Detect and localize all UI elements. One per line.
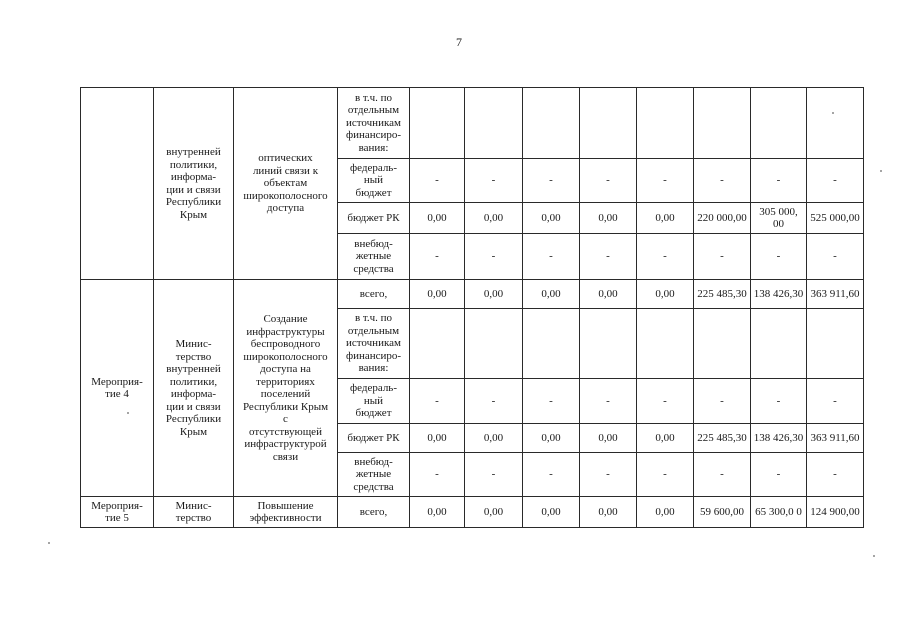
funding-source-line: федераль- (350, 161, 397, 174)
value-cell: 0,00 (410, 203, 465, 234)
value-cell: - (637, 379, 694, 424)
organization-line: Минис- (175, 499, 212, 512)
table-row (81, 280, 864, 309)
value-cell: 0,00 (580, 203, 637, 234)
organization-line: терство (175, 350, 212, 363)
organization-cell (154, 280, 234, 497)
table-row (81, 88, 864, 159)
value-cell: - (751, 453, 807, 497)
value-cell: - (465, 159, 523, 203)
description-cell (234, 497, 338, 528)
funding-source-cell (338, 424, 410, 453)
funding-source-line: источникам (346, 116, 401, 129)
organization-cell (154, 88, 234, 280)
value-cell: 225 485,30 (694, 424, 751, 453)
value-cell: - (751, 159, 807, 203)
scan-speck (48, 542, 50, 544)
description-line: поселений (260, 388, 311, 400)
value-cell: 0,00 (410, 424, 465, 453)
value-cell (410, 88, 465, 159)
funding-source-line: ный (363, 174, 384, 187)
description-line: доступа (266, 202, 305, 215)
value-cell: 0,00 (523, 280, 580, 309)
value-cell: 0,00 (523, 203, 580, 234)
value-cell (751, 309, 807, 379)
funding-source-line: бюджет РК (347, 431, 400, 444)
description-line: Создание (263, 313, 308, 325)
event-name-line: Мероприя- (91, 375, 143, 388)
organization-line: политики, (169, 158, 218, 171)
value-cell: 0,00 (637, 424, 694, 453)
value-cell: 0,00 (523, 424, 580, 453)
value-cell: 138 426,30 (751, 280, 807, 309)
value-cell: - (523, 234, 580, 280)
value-cell: - (807, 234, 864, 280)
event-cell (81, 88, 154, 280)
funding-source-line: федераль- (350, 382, 397, 395)
funding-source-cell (338, 497, 410, 528)
description-line: линий связи к (252, 164, 319, 177)
scan-speck (127, 412, 129, 414)
value-cell: 0,00 (465, 203, 523, 234)
description-line: инфраструктурой (244, 438, 327, 450)
value-cell: 363 911,60 (807, 280, 864, 309)
value-cell: - (465, 379, 523, 424)
value-cell: - (410, 159, 465, 203)
value-cell: - (807, 379, 864, 424)
funding-table (80, 87, 864, 528)
value-cell (694, 309, 751, 379)
scan-speck (880, 170, 882, 172)
value-cell: 0,00 (637, 280, 694, 309)
funding-source-cell (338, 234, 410, 280)
table-row (81, 497, 864, 528)
description-line: Республики Крым (242, 400, 329, 413)
value-cell: - (751, 234, 807, 280)
description-line: с (283, 413, 288, 425)
value-cell (523, 88, 580, 159)
value-cell: 0,00 (465, 424, 523, 453)
description-line: связи (272, 450, 299, 463)
funding-source-line: жетные (355, 250, 392, 263)
value-cell: 59 600,00 (694, 497, 751, 528)
value-cell: 0,00 (410, 280, 465, 309)
funding-source-cell (338, 88, 410, 159)
value-cell (751, 88, 807, 159)
funding-source-line: бюджет (355, 186, 392, 199)
value-cell: - (580, 453, 637, 497)
funding-source-cell (338, 159, 410, 203)
value-cell: 0,00 (580, 424, 637, 453)
funding-source-line: всего, (359, 287, 388, 300)
value-cell: - (465, 234, 523, 280)
organization-line: Крым (179, 425, 208, 438)
organization-line: внутренней (166, 146, 221, 158)
funding-source-line: источникам (346, 337, 401, 350)
organization-line: терство (175, 512, 212, 524)
event-name-line: тие 5 (105, 512, 129, 524)
value-cell: - (751, 379, 807, 424)
value-cell: - (807, 453, 864, 497)
description-line: эффективности (249, 512, 322, 524)
value-cell (807, 88, 864, 159)
value-cell: 305 000, 00 (751, 203, 807, 234)
value-cell (637, 88, 694, 159)
value-cell: 0,00 (580, 280, 637, 309)
organization-line: Минис- (175, 338, 212, 350)
organization-line: информа- (170, 388, 217, 400)
funding-source-line: финансиро- (345, 349, 402, 362)
funding-source-cell (338, 280, 410, 309)
value-cell (410, 309, 465, 379)
value-cell: - (694, 159, 751, 203)
funding-source-line: отдельным (347, 324, 400, 337)
value-cell: - (694, 453, 751, 497)
organization-line: Крым (179, 208, 208, 221)
value-cell: - (523, 159, 580, 203)
scan-speck (832, 112, 834, 114)
event-name-line: тие 4 (105, 388, 129, 400)
value-cell (694, 88, 751, 159)
value-cell: - (580, 159, 637, 203)
organization-line: ции и связи (166, 400, 221, 413)
value-cell (807, 309, 864, 379)
value-cell (523, 309, 580, 379)
value-cell: 138 426,30 (751, 424, 807, 453)
organization-line: внутренней (166, 363, 221, 375)
scan-speck (873, 555, 875, 557)
funding-source-line: бюджет РК (347, 211, 400, 224)
organization-line: политики, (169, 375, 218, 388)
funding-source-line: ный (363, 394, 384, 407)
funding-source-line: вания: (358, 362, 389, 375)
event-cell (81, 497, 154, 528)
description-line: инфраструктуры (246, 325, 325, 338)
funding-source-cell (338, 379, 410, 424)
value-cell: 0,00 (580, 497, 637, 528)
organization-line: Республики (165, 413, 222, 425)
value-cell: 363 911,60 (807, 424, 864, 453)
value-cell: 0,00 (523, 497, 580, 528)
value-cell: - (637, 159, 694, 203)
description-line: оптических (258, 152, 313, 165)
value-cell: - (637, 234, 694, 280)
value-cell: 65 300,0 0 (751, 497, 807, 528)
funding-source-line: всего, (359, 505, 388, 518)
funding-source-line: финансиро- (345, 129, 402, 142)
description-line: доступа на (260, 363, 311, 375)
value-cell: - (410, 453, 465, 497)
funding-source-line: внебюд- (354, 455, 393, 468)
organization-line: ции и связи (166, 183, 221, 196)
value-cell (465, 88, 523, 159)
value-cell: - (580, 234, 637, 280)
value-cell: 0,00 (465, 497, 523, 528)
value-cell (580, 88, 637, 159)
description-line: территориях (256, 375, 315, 388)
description-line: Повышение (257, 499, 314, 512)
organization-line: информа- (170, 171, 217, 183)
funding-source-line: в т.ч. по (354, 312, 393, 325)
value-cell: - (410, 234, 465, 280)
value-cell: 0,00 (637, 203, 694, 234)
funding-source-line: бюджет (355, 407, 392, 420)
value-cell: - (694, 234, 751, 280)
value-cell: - (580, 379, 637, 424)
event-cell (81, 280, 154, 497)
page-number: 7 (456, 35, 462, 49)
funding-source-line: средства (353, 262, 394, 275)
description-line: отсутствующей (249, 425, 322, 438)
description-cell (234, 88, 338, 280)
description-line: широкополосного (243, 350, 328, 363)
value-cell: - (694, 379, 751, 424)
value-cell (637, 309, 694, 379)
funding-source-line: средства (353, 480, 394, 493)
funding-source-cell (338, 309, 410, 379)
description-line: беспроводного (250, 338, 321, 350)
organization-cell (154, 497, 234, 528)
description-line: объектам (263, 177, 308, 190)
value-cell: - (410, 379, 465, 424)
value-cell: - (523, 453, 580, 497)
value-cell: - (465, 453, 523, 497)
funding-source-cell (338, 203, 410, 234)
value-cell: 0,00 (465, 280, 523, 309)
organization-line: Республики (165, 196, 222, 208)
funding-source-cell (338, 453, 410, 497)
funding-source-line: внебюд- (354, 237, 393, 250)
value-cell (580, 309, 637, 379)
funding-source-line: вания: (358, 141, 389, 154)
value-cell: - (807, 159, 864, 203)
funding-source-line: в т.ч. по (354, 91, 393, 104)
value-cell: 220 000,00 (694, 203, 751, 234)
description-line: широкополосного (243, 189, 328, 202)
funding-source-line: жетные (355, 468, 392, 481)
value-cell: 525 000,00 (807, 203, 864, 234)
value-cell: 0,00 (410, 497, 465, 528)
value-cell: - (523, 379, 580, 424)
value-cell (465, 309, 523, 379)
value-cell: 0,00 (637, 497, 694, 528)
value-cell: 225 485,30 (694, 280, 751, 309)
description-cell (234, 280, 338, 497)
value-cell: - (637, 453, 694, 497)
funding-source-line: отдельным (347, 104, 400, 117)
event-name-line: Мероприя- (91, 499, 143, 512)
value-cell: 124 900,00 (807, 497, 864, 528)
table-body (81, 88, 864, 528)
